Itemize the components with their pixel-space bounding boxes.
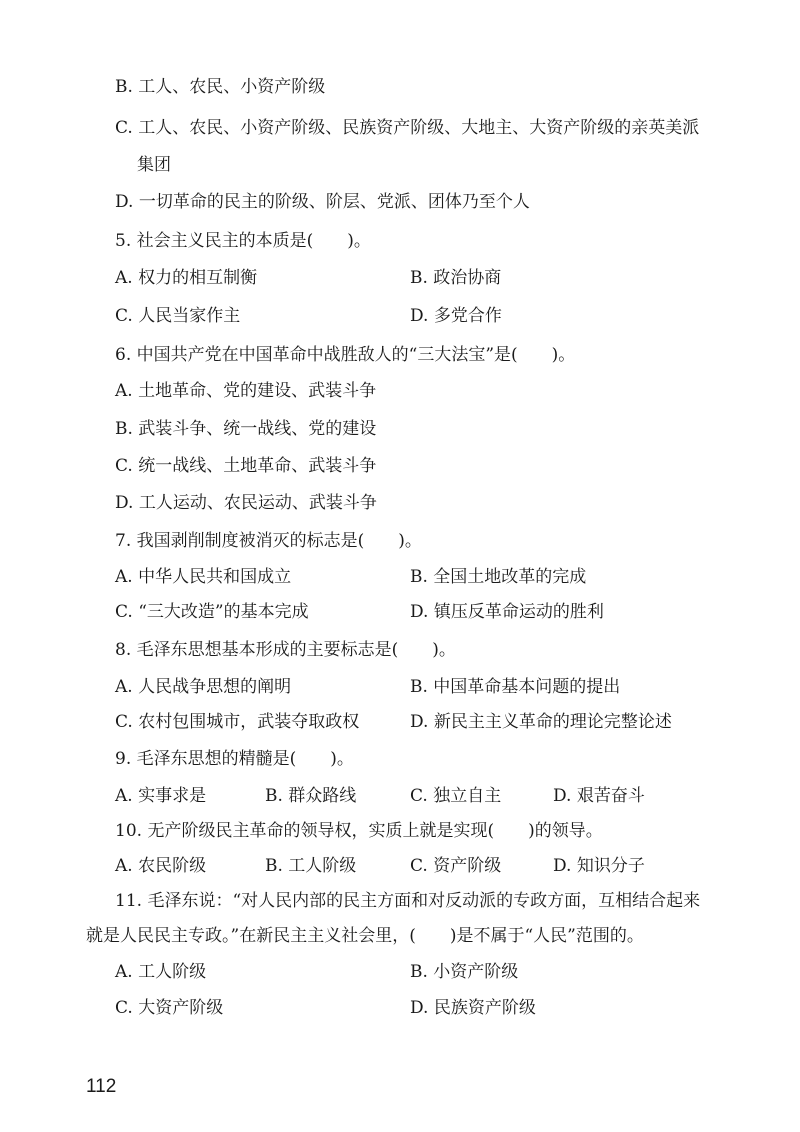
q6-option-c: C. 统一战线、土地革命、武装斗争 [115,456,377,476]
question-6-stem: 6. 中国共产党在中国革命中战胜敌人的“三大法宝”是( )。 [115,345,576,365]
q11-option-d: D. 民族资产阶级 [410,998,536,1018]
q6-option-d: D. 工人运动、农民运动、武装斗争 [115,493,377,513]
q9-option-a: A. 实事求是 [115,786,207,806]
q11-option-b: B. 小资产阶级 [410,962,519,982]
q11-option-c: C. 大资产阶级 [115,998,224,1018]
option-b: B. 工人、农民、小资产阶级 [115,77,326,97]
q8-option-d: D. 新民主主义革命的理论完整论述 [410,712,672,732]
option-c-continued: 集团 [137,155,171,175]
q7-option-b: B. 全国土地改革的完成 [410,567,587,587]
question-9-stem: 9. 毛泽东思想的精髓是( )。 [115,749,354,769]
option-d: D. 一切革命的民主的阶级、阶层、党派、团体乃至个人 [115,192,530,212]
q10-option-c: C. 资产阶级 [410,856,502,876]
question-11-stem-continued: 就是人民民主专政。”在新民主主义社会里，( )是不属于“人民”范围的。 [86,926,644,946]
q8-option-b: B. 中国革命基本问题的提出 [410,677,621,697]
q6-option-b: B. 武装斗争、统一战线、党的建设 [115,419,377,439]
q9-option-c: C. 独立自主 [410,786,502,806]
q8-option-a: A. 人民战争思想的阐明 [115,677,292,697]
question-7-stem: 7. 我国剥削制度被消灭的标志是( )。 [115,531,422,551]
q8-option-c: C. 农村包围城市，武装夺取政权 [115,712,360,732]
q9-option-b: B. 群众路线 [265,786,357,806]
q5-option-d: D. 多党合作 [410,306,502,326]
q7-option-c: C. “三大改造”的基本完成 [115,602,309,622]
page-number: 112 [86,1076,117,1097]
question-5-stem: 5. 社会主义民主的本质是( )。 [115,231,371,251]
question-11-stem: 11. 毛泽东说：“对人民内部的民主方面和对反动派的专政方面，互相结合起来 [115,891,701,911]
q10-option-d: D. 知识分子 [553,856,645,876]
q7-option-a: A. 中华人民共和国成立 [115,567,292,587]
q10-option-b: B. 工人阶级 [265,856,357,876]
q5-option-b: B. 政治协商 [410,268,502,288]
q5-option-a: A. 权力的相互制衡 [115,268,258,288]
q9-option-d: D. 艰苦奋斗 [553,786,645,806]
q7-option-d: D. 镇压反革命运动的胜利 [410,602,604,622]
option-c: C. 工人、农民、小资产阶级、民族资产阶级、大地主、大资产阶级的亲英美派 [115,118,700,138]
q6-option-a: A. 土地革命、党的建设、武装斗争 [115,381,377,401]
q5-option-c: C. 人民当家作主 [115,306,241,326]
q10-option-a: A. 农民阶级 [115,856,207,876]
question-10-stem: 10. 无产阶级民主革命的领导权，实质上就是实现( )的领导。 [115,821,603,841]
question-8-stem: 8. 毛泽东思想基本形成的主要标志是( )。 [115,640,456,660]
q11-option-a: A. 工人阶级 [115,962,207,982]
